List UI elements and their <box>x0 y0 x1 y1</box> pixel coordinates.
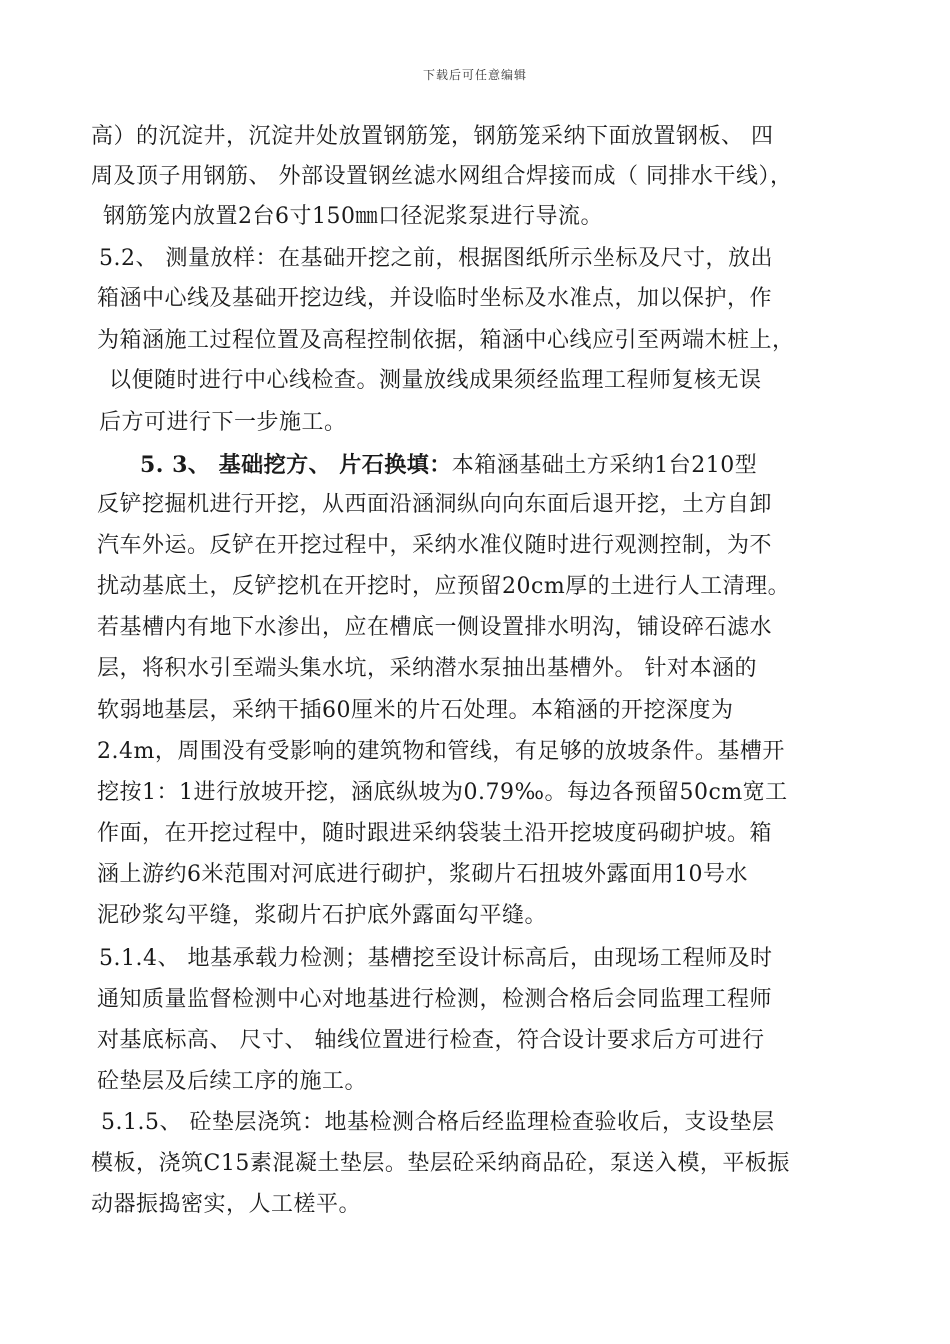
text-line: 5.1.5、 砼垫层浇筑：地基检测合格后经监理检查验收后，支设垫层 <box>101 1110 775 1135</box>
text-line: 以便随时进行中心线检查。测量放线成果须经监理工程师复核无误 <box>109 368 762 393</box>
text-line: 5.1.4、 地基承载力检测；基槽挖至设计标高后，由现场工程师及时 <box>99 946 773 971</box>
text-line: 后方可进行下一步施工。 <box>99 410 347 435</box>
text-line: 通知质量监督检测中心对地基进行检测，检测合格后会同监理工程师 <box>97 987 773 1012</box>
text-line: 砼垫层及后续工序的施工。 <box>97 1069 368 1094</box>
text-line: 动器振捣密实，人工槎平。 <box>91 1192 362 1217</box>
text-line: 箱涵中心线及基础开挖边线，并设临时坐标及水准点，加以保护，作 <box>97 286 773 311</box>
text-line: 钢筋笼内放置2台6寸150㎜口径泥浆泵进行导流。 <box>103 204 603 229</box>
text-line: 汽车外运。反铲在开挖过程中，采纳水准仪随时进行观测控制，为不 <box>97 533 773 558</box>
text-line: 为箱涵施工过程位置及高程控制依据，箱涵中心线应引至两端木桩上， <box>97 328 795 353</box>
text-line: 挖按1：1进行放坡开挖，涵底纵坡为0.79‰。每边各预留50cm宽工 <box>97 780 788 805</box>
text-line: 若基槽内有地下水渗出，应在槽底一侧设置排水明沟，铺设碎石滤水 <box>97 615 773 640</box>
text-line: 软弱地基层，采纳干插60厘米的片石处理。本箱涵的开挖深度为 <box>97 698 734 723</box>
text-line: 层，将积水引至端头集水坑，采纳潜水泵抽出基槽外。 针对本涵的 <box>97 656 757 681</box>
text-line: 2.4m，周围没有受影响的建筑物和管线，有足够的放坡条件。基槽开 <box>97 739 785 764</box>
text-line: 扰动基底土，反铲挖机在开挖时，应预留20cm厚的土进行人工清理。 <box>97 574 791 599</box>
text-line: 模板，浇筑C15素混凝土垫层。垫层砼采纳商品砼，泵送入模，平板振 <box>91 1151 790 1176</box>
section-heading-5-3: 5. 3、 基础挖方、 片石换填： <box>140 452 452 478</box>
page-header: 下载后可任意编辑 <box>422 68 527 82</box>
text-line: 周及顶子用钢筋、 外部设置钢丝滤水网组合焊接而成（ 同排水干线）， <box>91 164 793 189</box>
text-line: 高）的沉淀井，沉淀井处放置钢筋笼，钢筋笼采纳下面放置钢板、 四 <box>91 124 774 149</box>
section-5-3-text: 本箱涵基础土方采纳1台210型 <box>451 453 758 478</box>
text-line: 作面，在开挖过程中，随时跟进采纳袋装土沿开挖坡度码砌护坡。箱 <box>97 821 773 846</box>
text-line: 涵上游约6米范围对河底进行砌护，浆砌片石扭坡外露面用10号水 <box>97 862 748 887</box>
text-line: 对基底标高、 尺寸、 轴线位置进行检查，符合设计要求后方可进行 <box>97 1028 765 1053</box>
text-line: 泥砂浆勾平缝，浆砌片石护底外露面勾平缝。 <box>97 903 548 928</box>
text-line: 5.2、 测量放样：在基础开挖之前，根据图纸所示坐标及尺寸，放出 <box>99 246 773 271</box>
paragraph-5-3-line <box>140 451 757 480</box>
text-line: 反铲挖掘机进行开挖，从西面沿涵洞纵向向东面后退开挖，土方自卸 <box>97 492 773 517</box>
